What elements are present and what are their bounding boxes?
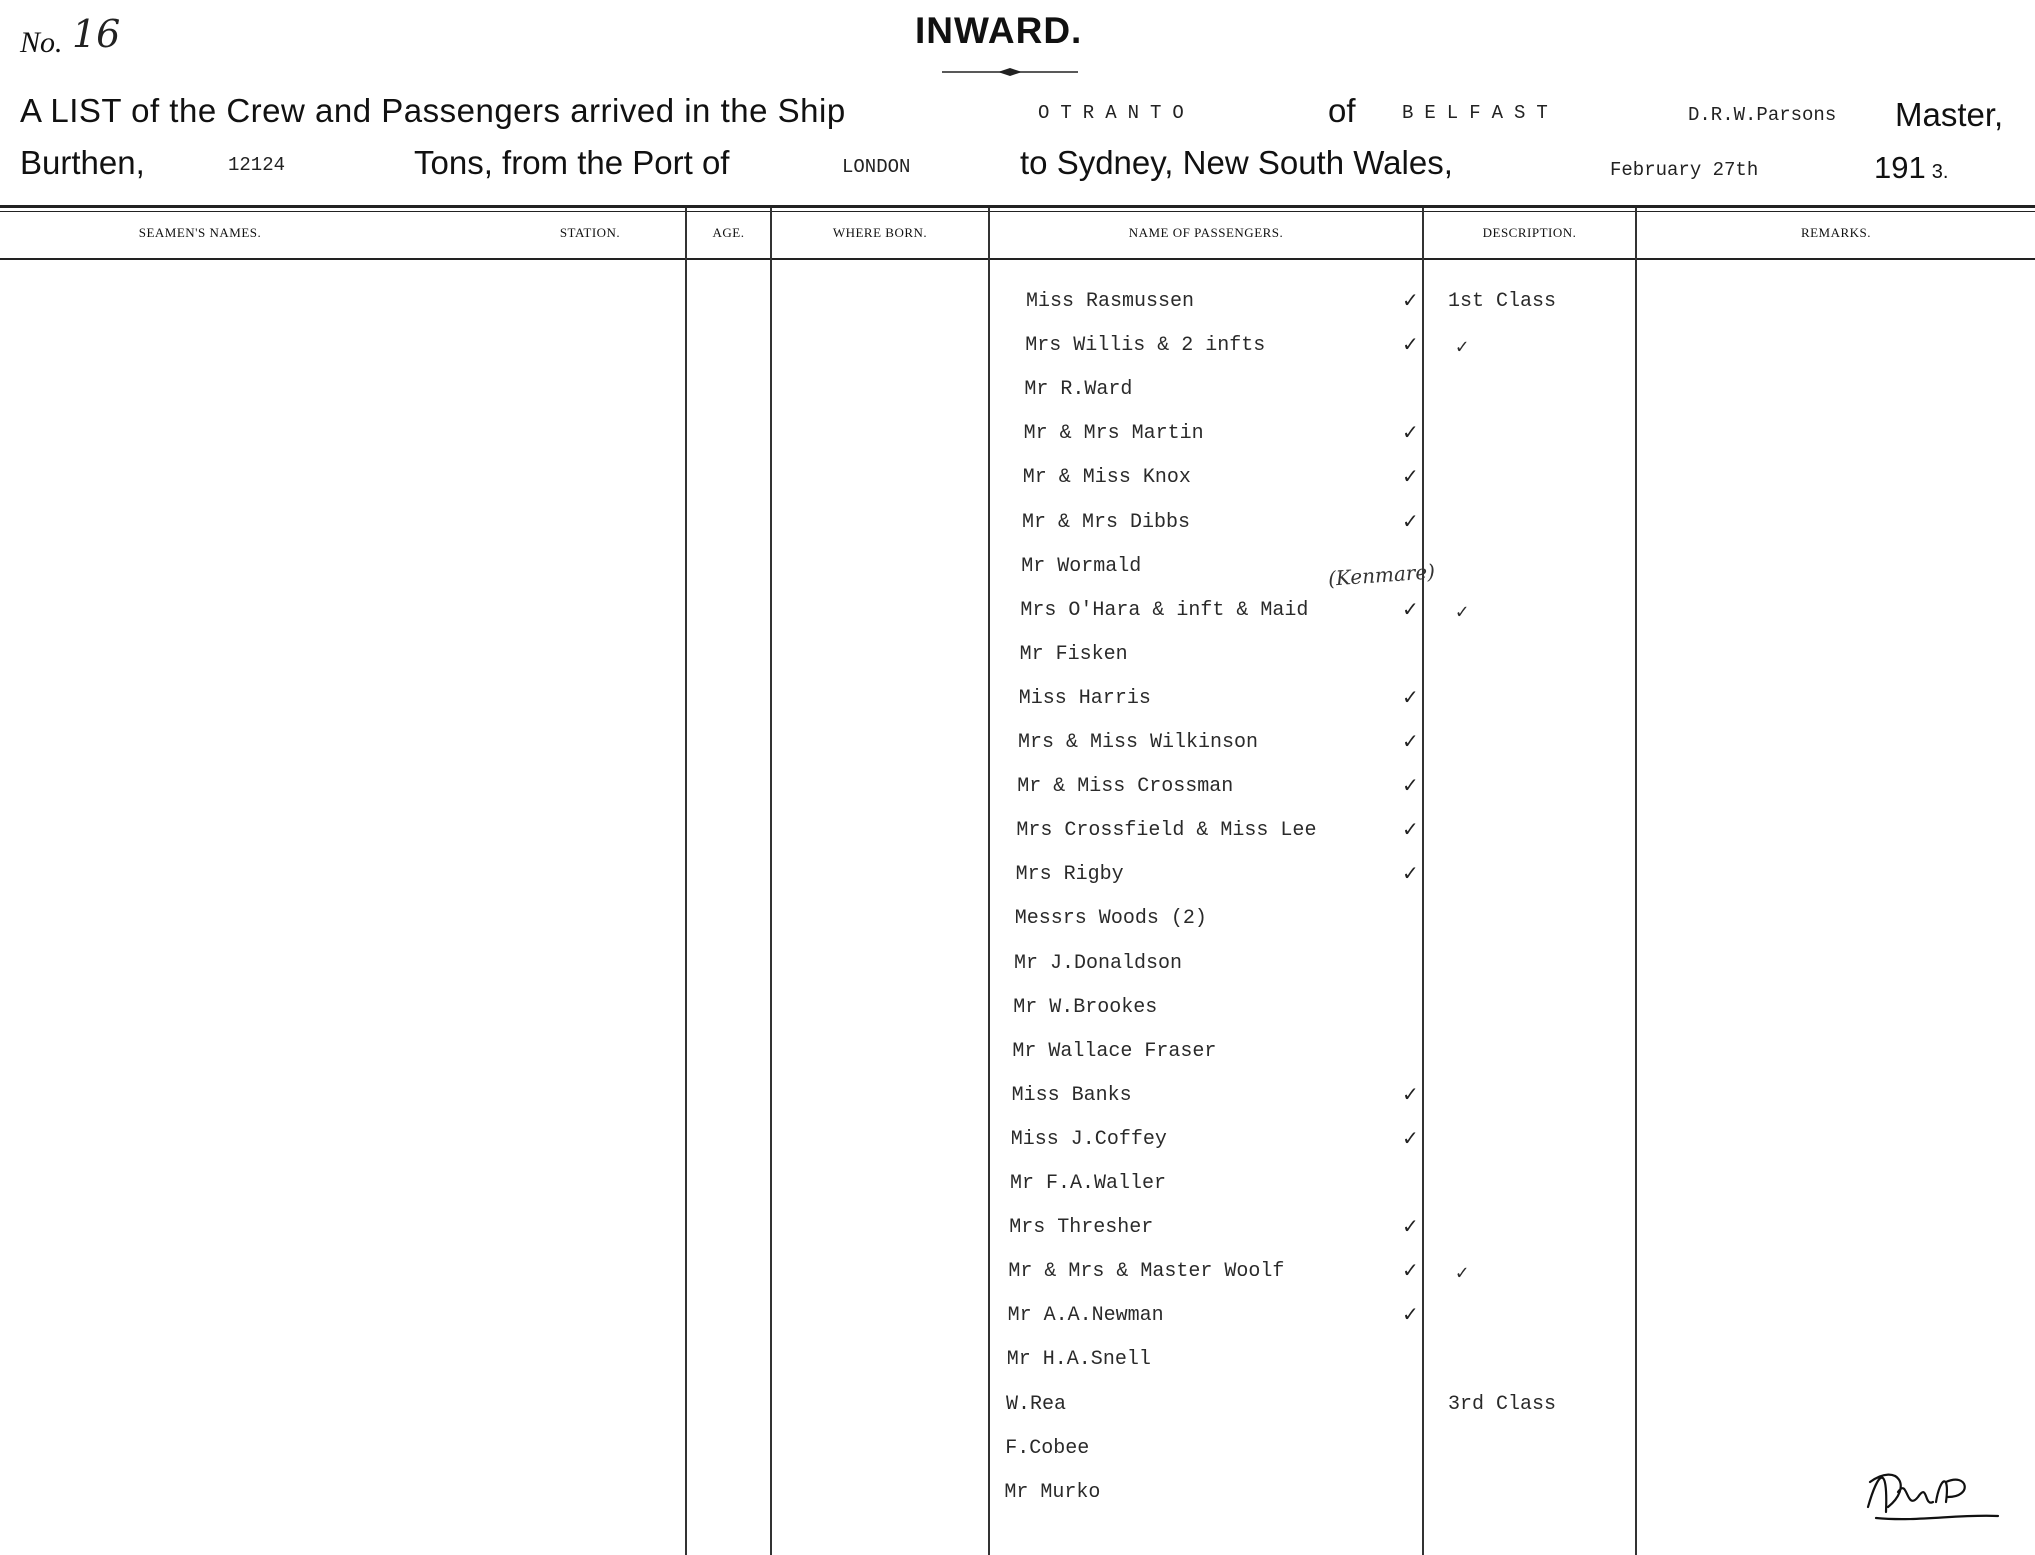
- tons-from-port-label: Tons, from the Port of: [414, 144, 730, 181]
- passenger-name: Mr J.Donaldson: [1014, 952, 1183, 975]
- passenger-name: Mr Murko: [1004, 1481, 1101, 1504]
- port-of-registry: BELFAST: [1402, 102, 1559, 124]
- column-header-passenger-names: NAME OF PASSENGERS.: [1128, 225, 1284, 240]
- passenger-name: Mr A.A.Newman: [1007, 1304, 1164, 1327]
- column-header-where-born: WHERE BORN.: [832, 225, 928, 240]
- check-mark: ✓: [1402, 332, 1419, 356]
- check-mark: ✓: [1402, 817, 1419, 841]
- passenger-name: Mr & Mrs Dibbs: [1022, 511, 1191, 534]
- passenger-name: F.Cobee: [1005, 1437, 1090, 1460]
- passenger-name: Mr & Mrs Martin: [1023, 422, 1204, 445]
- check-mark: ✓: [1402, 509, 1419, 533]
- passenger-name: Mrs Thresher: [1009, 1216, 1154, 1239]
- passenger-name: Mr Wormald: [1021, 555, 1142, 578]
- passenger-name: Mr & Miss Knox: [1022, 466, 1191, 489]
- column-divider: [770, 208, 772, 1555]
- passenger-name: Miss Rasmussen: [1026, 290, 1195, 313]
- header-bottom-rule: [0, 258, 2035, 260]
- year-suffix: 3.: [1931, 161, 1949, 183]
- title-ornament: [942, 68, 1078, 76]
- column-header-remarks: REMARKS.: [1800, 225, 1872, 240]
- passenger-name: Miss Banks: [1011, 1084, 1132, 1107]
- check-mark: ✓: [1402, 420, 1419, 444]
- list-intro-text: A LIST of the Crew and Passengers arrived in the Ship: [20, 92, 846, 129]
- master-label: Master,: [1895, 96, 2004, 133]
- list-number-label: No.: [20, 26, 63, 59]
- column-header-description: DESCRIPTION.: [1482, 225, 1577, 240]
- column-divider: [1422, 208, 1424, 1555]
- passenger-description: 3rd Class: [1448, 1393, 1557, 1416]
- passenger-name: W.Rea: [1006, 1393, 1067, 1416]
- column-divider: [988, 208, 990, 1555]
- passenger-name: Mr & Mrs & Master Woolf: [1008, 1260, 1285, 1283]
- page-title: INWARD.: [915, 10, 1083, 51]
- check-mark: ✓: [1402, 685, 1419, 709]
- burthen-label: Burthen,: [20, 144, 145, 181]
- passenger-name: Mr F.A.Waller: [1010, 1172, 1167, 1195]
- check-mark: ✓: [1402, 1214, 1419, 1238]
- passenger-name: Mr H.A.Snell: [1006, 1348, 1151, 1371]
- check-mark: ✓: [1402, 1258, 1419, 1282]
- passenger-name: Mrs Willis & 2 infts: [1025, 334, 1266, 357]
- passenger-name: Messrs Woods (2): [1014, 907, 1207, 930]
- from-port-value: LONDON: [842, 156, 911, 178]
- passenger-name: Mrs & Miss Wilkinson: [1018, 731, 1259, 754]
- passenger-name: Mrs O'Hara & inft & Maid: [1020, 599, 1309, 622]
- year-prefix: 191: [1874, 150, 1926, 185]
- column-header-station: STATION.: [559, 225, 621, 240]
- arrival-year: [1874, 150, 1948, 186]
- check-mark: ✓: [1402, 861, 1419, 885]
- ship-name: OTRANTO: [1038, 102, 1195, 124]
- passenger-description: ✓: [1456, 1263, 1469, 1286]
- passenger-description: ✓: [1456, 337, 1469, 360]
- column-divider: [685, 208, 687, 1555]
- passenger-name: Miss Harris: [1018, 687, 1151, 710]
- passenger-name: Mr Fisken: [1019, 643, 1128, 666]
- table-top-rule: [0, 205, 2035, 208]
- check-mark: ✓: [1402, 597, 1419, 621]
- column-divider: [1635, 208, 1637, 1555]
- check-mark: ✓: [1402, 1082, 1419, 1106]
- column-header-age: AGE.: [712, 225, 745, 240]
- burthen-value: 12124: [228, 154, 286, 176]
- table-top-rule-thin: [0, 211, 2035, 212]
- passenger-description: 1st Class: [1448, 290, 1557, 313]
- passenger-description: ✓: [1456, 602, 1469, 625]
- passenger-name: Miss J.Coffey: [1010, 1128, 1167, 1151]
- passenger-name: Mr Wallace Fraser: [1012, 1040, 1217, 1063]
- master-name: D.R.W.Parsons: [1688, 104, 1837, 126]
- handwritten-annotation: (Kenmare): [1327, 559, 1436, 591]
- check-mark: ✓: [1402, 1126, 1419, 1150]
- check-mark: ✓: [1402, 464, 1419, 488]
- list-number-value: 16: [72, 12, 121, 56]
- arrival-date: February 27th: [1610, 159, 1759, 181]
- passenger-name: Mr R.Ward: [1024, 378, 1133, 401]
- of-label: of: [1328, 92, 1356, 129]
- column-header-seamens-names: SEAMEN'S NAMES.: [138, 225, 262, 240]
- passenger-name: Mr W.Brookes: [1013, 996, 1158, 1019]
- passenger-name: Mr & Miss Crossman: [1017, 775, 1234, 798]
- passenger-name: Mrs Crossfield & Miss Lee: [1016, 819, 1317, 842]
- check-mark: ✓: [1402, 1302, 1419, 1326]
- check-mark: ✓: [1402, 773, 1419, 797]
- signature: [1858, 1452, 2008, 1532]
- check-mark: ✓: [1402, 729, 1419, 753]
- check-mark: ✓: [1402, 288, 1419, 312]
- passenger-name: Mrs Rigby: [1015, 863, 1124, 886]
- destination-label: to Sydney, New South Wales,: [1020, 144, 1453, 181]
